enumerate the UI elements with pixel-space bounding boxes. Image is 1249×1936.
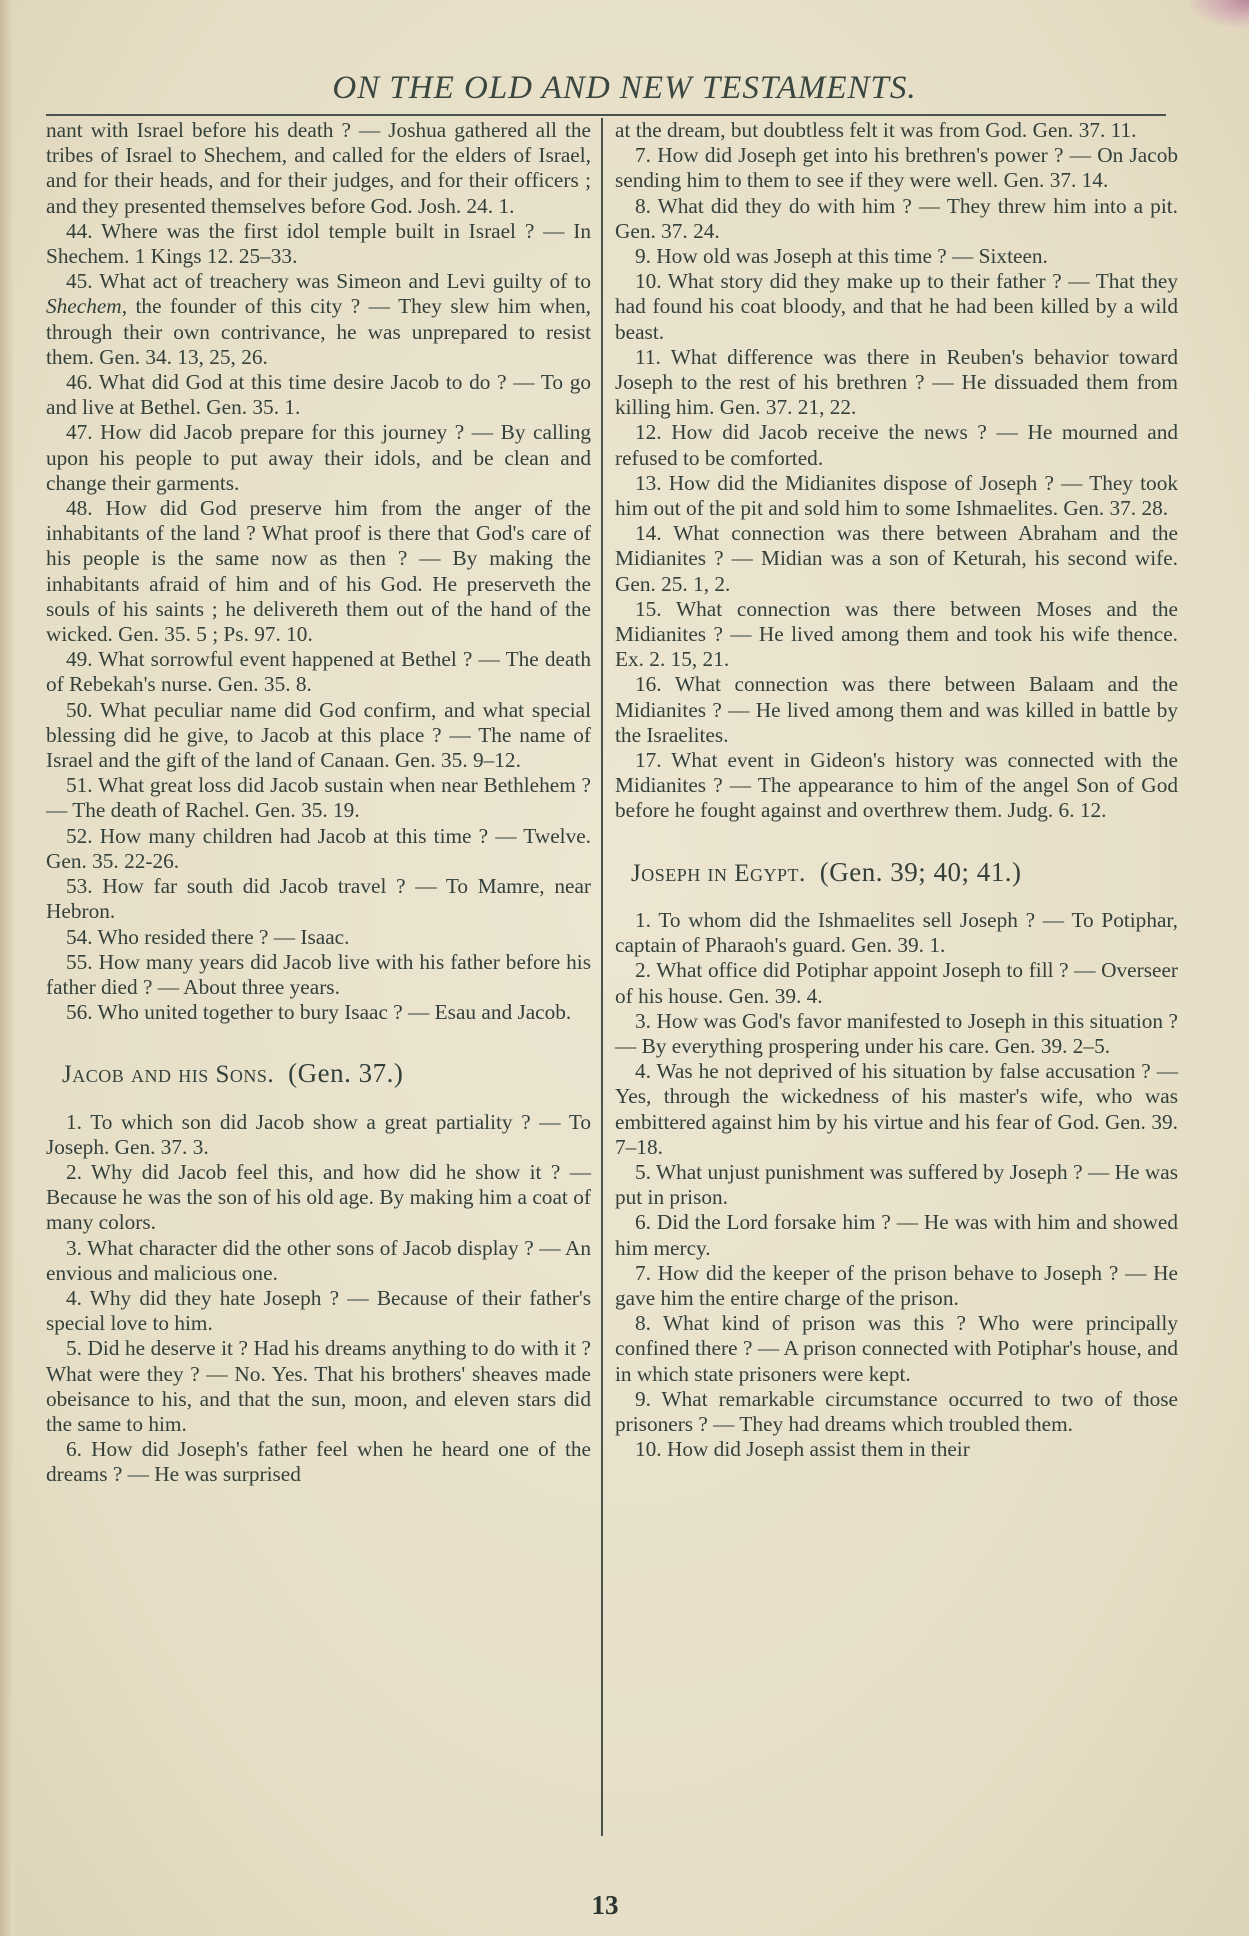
question-9: 9. How old was Joseph at this time ? — Sixteen.: [635, 244, 1048, 269]
question-6: 6. How did Joseph's father feel when he heard one of the dreams ? — He was surprised: [46, 1437, 591, 1487]
question-51: 51. What great loss did Jacob sustain when near Bethlehem ? — The death of Rachel. Gen. 35. 19.: [46, 773, 591, 823]
column-divider: [601, 118, 603, 1836]
question-50: 50. What peculiar name did God confirm, and what special blessing did he give, to Jacob at this place ? — The name of Israel and the gift of the land of Canaan. Gen. 35. 9–12.: [46, 697, 591, 773]
section-title: Joseph in Egypt.: [631, 859, 806, 887]
question-55: 55. How many years did Jacob live with his father before his father died ? — About three years.: [46, 949, 591, 999]
question-16: 16. What connection was there between Balaam and the Midianites ? — He lived among them and was killed in battle by the Israelites.: [615, 672, 1178, 747]
question-text: , the founder of this city ? — They slew him when, through their own contrivance, he was unprepared to resist them. Gen. 34. 13, 25, 26.: [46, 294, 591, 369]
page-binding-edge: [0, 0, 14, 1936]
question-5: 5. What unjust punishment was suffered by Joseph ? — He was put in prison.: [615, 1159, 1178, 1210]
question-13: 13. How did the Midianites dispose of Joseph ? — They took him out of the pit and sold him to some Ishmaelites. Gen. 37. 28.: [615, 470, 1178, 521]
question-46: 46. What did God at this time desire Jacob to do ? — To go and live at Bethel. Gen. 35. 1.: [46, 370, 591, 420]
question-7: 7. How did the keeper of the prison behave to Joseph ? — He gave him the entire charge of the prison.: [615, 1260, 1178, 1310]
question-5: 5. Did he deserve it ? Had his dreams anything to do with it ? What were they ? — No. Yes. That his brothers' sheaves made obeisance to his, and that the sun, moon, and eleven stars did the same to him.: [46, 1336, 591, 1436]
question-56: 56. Who united together to bury Isaac ? — Esau and Jacob.: [66, 1000, 572, 1025]
question-6: 6. Did the Lord forsake him ? — He was with him and showed him mercy.: [615, 1210, 1178, 1260]
page-number: 13: [591, 1890, 619, 1920]
paragraph: nant with Israel before his death ? — Joshua gathered all the tribes of Israel to Shechem, and called for the elders of Israel, and for their heads, and for their judges, and for their officers ; and they presented themselves before God. Josh. 24. 1.: [46, 118, 591, 218]
question-8: 8. What kind of prison was this ? Who were principally confined there ? — A prison connected with Potiphar's house, and in which state prisoners were kept.: [615, 1311, 1178, 1386]
question-3: 3. What character did the other sons of Jacob display ? — An envious and malicious one.: [46, 1235, 591, 1285]
question-14: 14. What connection was there between Abraham and the Midianites ? — Midian was a son of Keturah, his second wife. Gen. 25. 1, 2.: [615, 521, 1178, 596]
section-reference: (Gen. 39; 40; 41.): [819, 856, 1022, 887]
paragraph: at the dream, but doubtless felt it was from God. Gen. 37. 11.: [615, 118, 1137, 142]
question-1: 1. To whom did the Ishmaelites sell Joseph ? — To Potiphar, captain of Pharaoh's guard. Gen. 39. 1.: [615, 907, 1178, 958]
section-heading-joseph-in-egypt: [631, 856, 1178, 887]
question-48: 48. How did God preserve him from the anger of the inhabitants of the land ? What proof is there that God's care of his people is the same now as then ? — By making the inhabitants afraid of him and of his God. He preserveth the souls of his saints ; he delivereth them out of the hand of the wicked. Gen. 35. 5 ; Ps. 97. 10.: [46, 496, 591, 647]
section-heading-jacob-and-his-sons: [62, 1058, 591, 1089]
question-15: 15. What connection was there between Moses and the Midianites ? — He lived among them and took his wife thence. Ex. 2. 15, 21.: [615, 596, 1178, 672]
question-17: 17. What event in Gideon's history was connected with the Midianites ? — The appearance to him of the angel Son of God before he fought against and overthrew them. Judg. 6. 12.: [615, 748, 1178, 823]
question-text: 45. What act of treachery was Simeon and Levi guilty of to: [66, 269, 591, 294]
running-head: ON THE OLD AND NEW TESTAMENTS.: [332, 70, 917, 106]
section-title: Jacob and his Sons.: [62, 1061, 275, 1089]
question-49: 49. What sorrowful event happened at Bethel ? — The death of Rebekah's nurse. Gen. 35. 8.: [46, 647, 591, 697]
question-11: 11. What difference was there in Reuben's behavior toward Joseph to the rest of his brethren ? — He dissuaded them from killing him. Gen. 37. 21, 22.: [615, 344, 1178, 420]
question-9: 9. What remarkable circumstance occurred to two of those prisoners ? — They had dreams which troubled them.: [615, 1386, 1178, 1436]
question-47: 47. How did Jacob prepare for this journey ? — By calling upon his people to put away their idols, and be clean and change their garments.: [46, 420, 591, 495]
page-corner-stain: [1189, 0, 1249, 28]
question-4: 4. Was he not deprived of his situation by false accusation ? — Yes, through the wickedness of his master's wife, who was embittered against him by his virtue and his fear of God. Gen. 39. 7–18.: [615, 1059, 1178, 1159]
header-rule: [46, 114, 1166, 116]
question-10: 10. What story did they make up to their father ? — That they had found his coat bloody, and that he had been killed by a wild beast.: [615, 269, 1178, 344]
question-2: 2. Why did Jacob feel this, and how did he show it ? — Because he was the son of his old age. By making him a coat of many colors.: [46, 1159, 591, 1235]
right-column: [615, 118, 1178, 1462]
question-1: 1. To which son did Jacob show a great partiality ? — To Joseph. Gen. 37. 3.: [46, 1109, 591, 1159]
question-45: [46, 269, 591, 370]
question-4: 4. Why did they hate Joseph ? — Because of their father's special love to him.: [46, 1285, 591, 1336]
question-7: 7. How did Joseph get into his brethren's power ? — On Jacob sending him to them to see if they were well. Gen. 37. 14.: [615, 143, 1178, 193]
question-2: 2. What office did Potiphar appoint Joseph to fill ? — Overseer of his house. Gen. 39. 4.: [615, 958, 1178, 1008]
question-3: 3. How was God's favor manifested to Joseph in this situation ? — By everything prospering under his care. Gen. 39. 2–5.: [615, 1008, 1178, 1058]
question-54: 54. Who resided there ? — Isaac.: [66, 924, 350, 949]
question-44: 44. Where was the first idol temple built in Israel ? — In Shechem. 1 Kings 12. 25–33.: [46, 218, 591, 269]
question-12: 12. How did Jacob receive the news ? — He mourned and refused to be comforted.: [615, 420, 1178, 470]
question-53: 53. How far south did Jacob travel ? — To Mamre, near Hebron.: [46, 874, 591, 924]
question-8: 8. What did they do with him ? — They threw him into a pit. Gen. 37. 24.: [615, 193, 1178, 243]
section-reference: (Gen. 37.): [288, 1058, 404, 1089]
emphasis-shechem: Shechem: [46, 294, 122, 319]
question-52: 52. How many children had Jacob at this time ? — Twelve. Gen. 35. 22-26.: [46, 823, 591, 873]
question-10: 10. How did Joseph assist them in their: [635, 1437, 970, 1462]
left-column: [46, 118, 591, 1488]
